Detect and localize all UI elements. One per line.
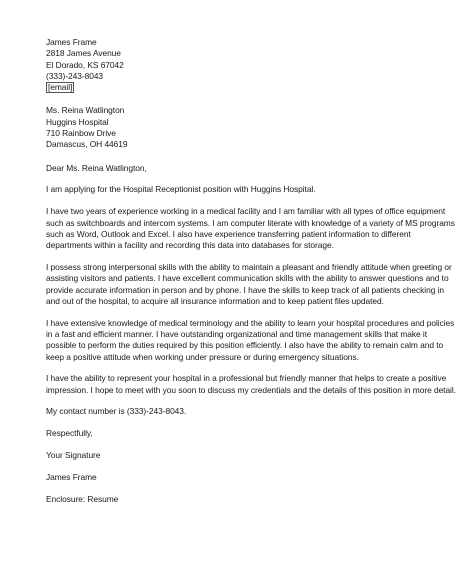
paragraph-line: departments within a facility and recording this data into databases for storage. [46, 240, 334, 251]
sender-city: El Dorado, KS 67042 [46, 59, 124, 70]
sender-street: 2818 James Avenue [46, 48, 121, 59]
recipient-city: Damascus, OH 44619 [46, 139, 128, 150]
sender-address [46, 37, 446, 93]
paragraph-line: My contact number is (333)-243-8043. [46, 406, 187, 417]
paragraph-line: possible to perform the duties required by this position efficiently. I also have the ability to remain calm and to [46, 340, 444, 351]
salutation: Dear Ms. Reina Watlington, [46, 162, 147, 173]
paragraph-4 [46, 317, 455, 363]
paragraph-line: in a fast and efficient manner. I have outstanding organizational and time management skills that make it [46, 328, 428, 339]
paragraph-1 [46, 184, 446, 195]
sender-name: James Frame [46, 37, 97, 47]
paragraph-2 [46, 206, 455, 251]
paragraph-line: provide accurate information in person and by phone. I have the skills to keep track of all patients checking in [46, 284, 445, 295]
closing: Respectfully, [46, 428, 93, 439]
paragraph-line: I have two years of experience working in a medical facility and I am familiar with all types of office equipment [46, 206, 446, 217]
recipient-name: Ms. Reina Watlington [46, 105, 125, 116]
cover-letter [46, 37, 456, 505]
paragraph-line: I possess strong interpersonal skills with the ability to maintain a pleasant and friendly attitude when greeting or [46, 261, 452, 272]
sender-phone: (333)-243-8043 [46, 70, 104, 81]
signature: Your Signature [46, 450, 101, 461]
sender-email: [email] [48, 82, 73, 93]
recipient-org: Huggins Hospital [46, 116, 109, 127]
paragraph-line: keep a positive attitude when working under pressure or during emergency situations. [46, 351, 359, 362]
paragraph-6 [46, 406, 446, 417]
paragraph-line: assisting visitors and patients. I have excellent communication skills with the ability to answer questions and to [46, 273, 449, 284]
recipient-address [46, 105, 446, 150]
signer-name: James Frame [46, 471, 97, 482]
paragraph-line: impression. I hope to meet with you soon to discuss my credentials and the details of this position in more detail. [46, 384, 456, 395]
paragraph-line: such as Word, Outlook and Excel. I also have experience transferring patient information to different [46, 228, 411, 239]
paragraph-line: such as switchboards and intercom systems. I am computer literate with knowledge of a variety of MS programs [46, 217, 455, 228]
paragraph-line: I am applying for the Hospital Receptionist position with Huggins Hospital. [46, 184, 316, 195]
paragraph-line: I have extensive knowledge of medical terminology and the ability to learn your hospital procedures and policies [46, 317, 455, 328]
enclosure: Enclosure: Resume [46, 493, 119, 504]
paragraph-3 [46, 261, 452, 307]
paragraph-line: I have the ability to represent your hospital in a professional but friendly manner that helps to create a positive [46, 373, 447, 384]
recipient-street: 710 Rainbow Drive [46, 128, 116, 139]
paragraph-5 [46, 373, 456, 396]
paragraph-line: and out of the hospital, to acquire all insurance information and to keep patient files updated. [46, 295, 384, 306]
